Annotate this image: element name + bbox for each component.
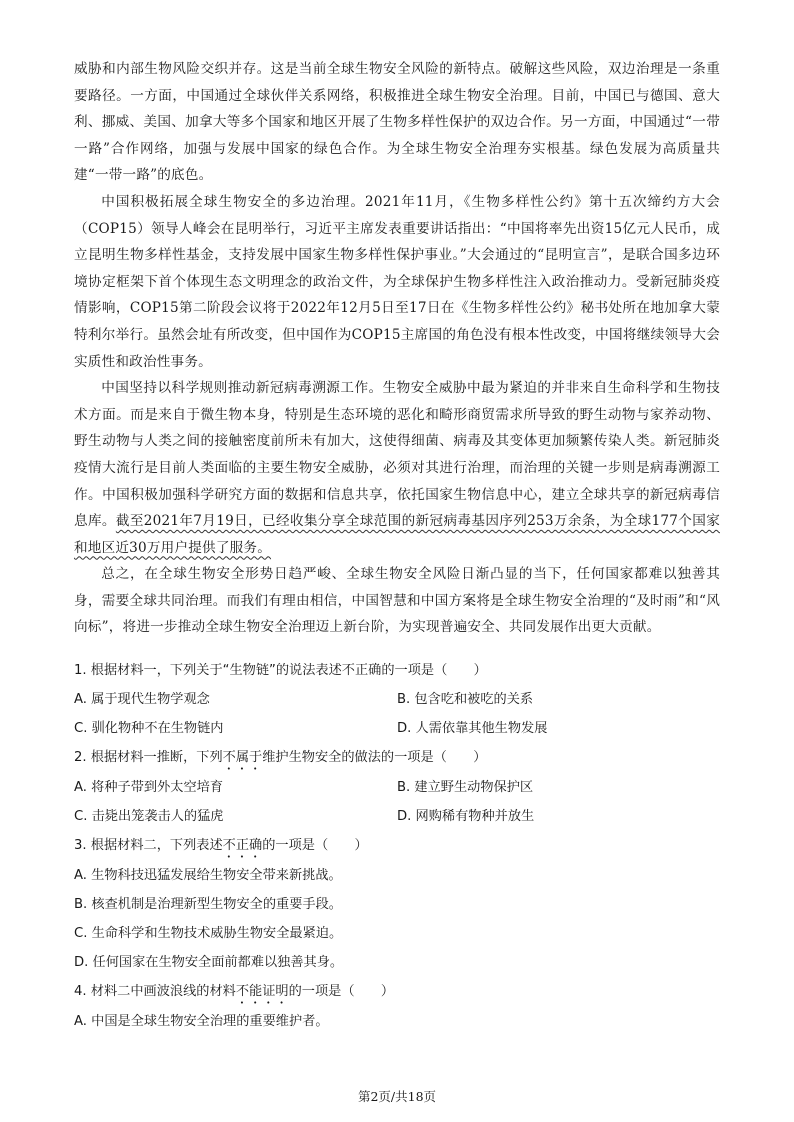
passage-paragraph-3 xyxy=(74,375,720,561)
question-2-options-row-2 xyxy=(74,802,720,831)
question-2-options-row-1 xyxy=(74,773,720,802)
question-3-option-d[interactable]: D. 任何国家在生物安全面前都难以独善其身。 xyxy=(74,955,344,970)
question-3-option-c[interactable]: C. 生命科学和生物技术威胁生物安全最紧迫。 xyxy=(74,926,343,941)
passage-paragraph-4: 总之，在全球生物安全形势日趋严峻、全球生物安全风险日渐凸显的当下，任何国家都难以独善其身，需要全球共同治理。而我们有理由相信，中国智慧和中国方案将是全球生物安全治理的“及时雨”和“风向标”，将进一步推动全球生物安全治理迈上新台阶，为实现普遍安全、共同发展作出更大贡献。 xyxy=(74,566,720,636)
question-4-emphasis: 不能证明 xyxy=(235,984,289,999)
question-1-options-row-1 xyxy=(74,685,720,714)
question-1-option-a[interactable]: A. 属于现代生物学观念 xyxy=(74,692,210,707)
question-1-option-c[interactable]: C. 驯化物种不在生物链内 xyxy=(74,721,224,736)
passage-paragraph-3-text: 中国坚持以科学规则推动新冠病毒溯源工作。生物安全威胁中最为紧迫的并非来自生命科学和生物技术方面。而是来自于微生物本身，特别是生态环境的恶化和畸形商贸需求所导致的野生动物与家养动物、野生动物与人类之间的接触密度前所未有加大，这使得细菌、病毒及其变体更加频繁传染人类。新冠肺炎疫情大流行是目前人类面临的主要生物安全威胁，必须对其进行治理，而治理的关键一步则是病毒溯源工作。中国积极加强科学研究方面的数据和信息共享，依托国家生物信息中心，建立全球共享的新冠病毒信息库。 xyxy=(74,380,720,530)
question-4-option-a[interactable]: A. 中国是全球生物安全治理的重要维护者。 xyxy=(74,1014,329,1029)
wavy-underlined-material: 截至2021年7月19日，已经收集分享全球范围的新冠病毒基因序列253万余条，为全球177个国家和地区近30万用户提供了服务。 xyxy=(74,513,720,556)
question-1-stem: 1. 根据材料一，下列关于“生物链”的说法表述不正确的一项是（ ） xyxy=(74,663,487,678)
question-2-option-c[interactable]: C. 击毙出笼袭击人的猛虎 xyxy=(74,809,224,824)
question-3-emphasis: 不正确 xyxy=(222,838,263,853)
question-3-option-a[interactable]: A. 生物科技迅猛发展给生物安全带来新挑战。 xyxy=(74,868,342,883)
question-4-stem xyxy=(74,977,720,1007)
question-1-option-d[interactable]: D. 人需依靠其他生物发展 xyxy=(397,721,548,736)
passage-paragraph-1: 威胁和内部生物风险交织并存。这是当前全球生物安全风险的新特点。破解这些风险，双边治理是一条重要路径。一方面，中国通过全球伙伴关系网络，积极推进全球生物安全治理。目前，中国已与德国、意大利、挪威、美国、加拿大等多个国家和地区开展了生物多样性保护的双边合作。另一方面，中国通过“一带一路”合作网络，加强与发展中国家的绿色合作。为全球生物安全治理夯实根基。绿色发展为高质量共建“一带一路”的底色。 xyxy=(74,61,720,184)
question-list xyxy=(74,656,720,1036)
reading-passage xyxy=(74,56,720,641)
question-2-option-d[interactable]: D. 网购稀有物种并放生 xyxy=(397,809,535,824)
question-2-option-b[interactable]: B. 建立野生动物保护区 xyxy=(397,780,534,795)
page-number: 第2页/共18页 xyxy=(357,1089,437,1104)
question-4-stem-text: 4. 材料二中画波浪线的材料 xyxy=(74,984,236,999)
question-3-stem-text: 3. 根据材料二，下列表述 xyxy=(74,838,223,853)
question-2-emphasis: 不属于 xyxy=(222,750,263,765)
question-3-stem-tail: 的一项是（ ） xyxy=(262,838,368,853)
question-2-stem-tail: 维护生物安全的做法的一项是（ ） xyxy=(262,750,487,765)
question-3-option-b[interactable]: B. 核查机制是治理新型生物安全的重要手段。 xyxy=(74,897,342,912)
question-1-options-row-2 xyxy=(74,714,720,743)
question-1-option-b[interactable]: B. 包含吃和被吃的关系 xyxy=(397,692,534,707)
question-2-option-a[interactable]: A. 将种子带到外太空培育 xyxy=(74,780,224,795)
question-3-stem xyxy=(74,831,720,861)
passage-paragraph-2: 中国积极拓展全球生物安全的多边治理。2021年11月，《生物多样性公约》第十五次缔约方大会（COP15）领导人峰会在昆明举行，习近平主席发表重要讲话指出：“中国将率先出资15亿元人民币，成立昆明生物多样性基金，支持发展中国家生物多样性保护事业。”大会通过的“昆明宣言”，是联合国多边环境协定框架下首个体现生态文明理念的政治文件，为全球保护生物多样性注入政治推动力。受新冠肺炎疫情影响，COP15第二阶段会议将于2022年12月5日至17日在《生物多样性公约》秘书处所在地加拿大蒙特利尔举行。虽然会址有所改变，但中国作为COP15主席国的角色没有根本性改变，中国将继续领导大会实质性和政治性事务。 xyxy=(74,193,720,370)
question-2-stem-text: 2. 根据材料一推断，下列 xyxy=(74,750,223,765)
question-2-stem xyxy=(74,743,720,773)
question-4-stem-tail: 的一项是（ ） xyxy=(288,984,395,999)
